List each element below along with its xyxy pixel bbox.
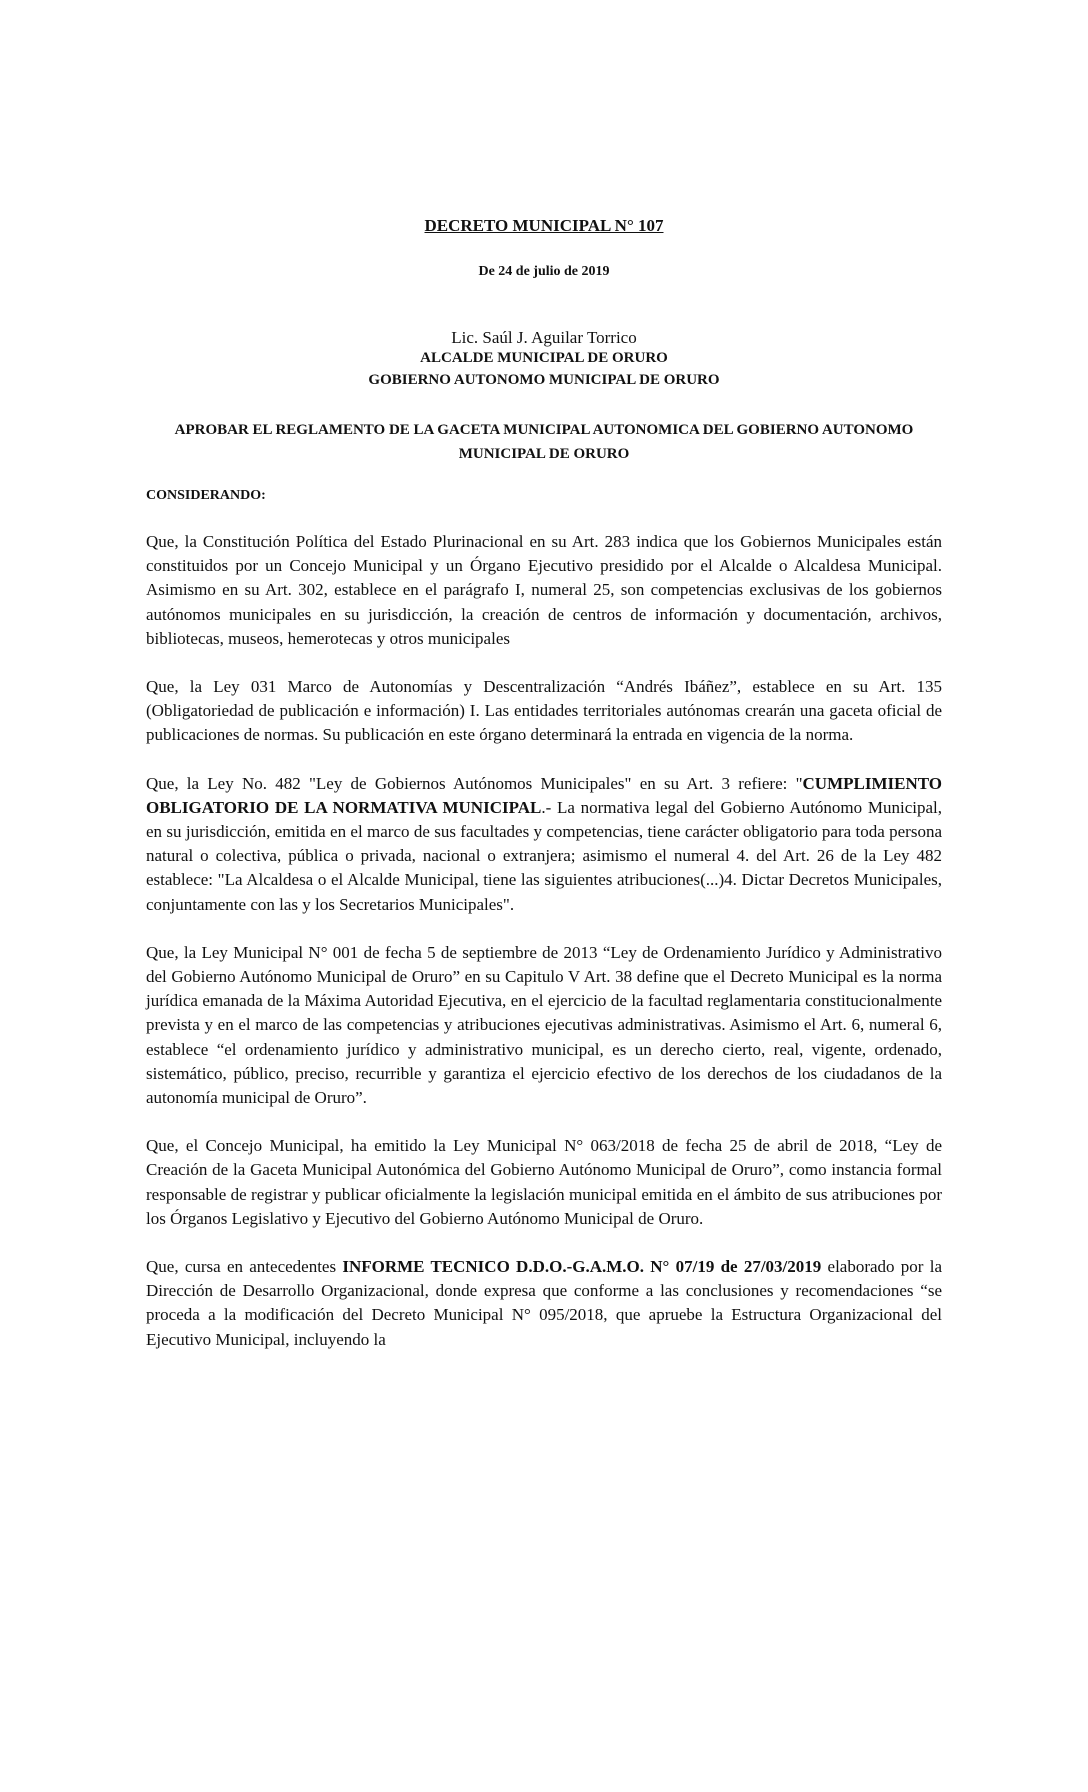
decree-date: De 24 de julio de 2019 — [478, 264, 610, 279]
paragraph-ley-municipal-001: Que, la Ley Municipal N° 001 de fecha 5 de septiembre de 2013 “Ley de Ordenamiento Jurídico y Administrativo del Gobierno Autónomo Municipal de Oruro” en su Capitulo V Art. 38 define que el Decreto Municipal es la norma jurídica emanada de la Máxima Autoridad Ejecutiva, en el ejercicio de la facultad reglamentaria constitucionalmente prevista y en el marco de las competencias y atribuciones ejecutivas administrativas. Asimismo el Art. 6, numeral 6, establece “el ordenamiento jurídico y administrativo municipal, es un derecho cierto, real, vigente, ordenado, sistemático, público, preciso, recurrible y garantiza el ejercicio efectivo de los derechos de los ciudadanos de la autonomía municipal de Oruro”. — [146, 942, 942, 1108]
decree-subject: APROBAR EL REGLAMENTO DE LA GACETA MUNICIPAL AUTONOMICA DEL GOBIERNO AUTONOMO MUNICIPAL DE ORURO — [174, 422, 914, 462]
paragraph-informe-intro: Que, cursa en antecedentes — [146, 1257, 343, 1277]
author-role: ALCALDE MUNICIPAL DE ORURO — [420, 350, 668, 366]
decree-title: DECRETO MUNICIPAL N° 107 — [424, 216, 664, 235]
paragraph-constitucion: Que, la Constitución Política del Estado Plurinacional en su Art. 283 indica que los Gobiernos Municipales están constituidos por un Concejo Municipal y un Órgano Ejecutivo presidido por el Alcalde o Alcaldesa Municipal. Asimismo en su Art. 302, establece en el parágrafo I, numeral 25, son competencias exclusivas de los gobiernos autónomos municipales en su jurisdicción, la creación de centros de información y documentación, archivos, bibliotecas, museos, hemerotecas y otros municipales — [146, 532, 942, 648]
paragraph-informe-reference: INFORME TECNICO D.D.O.-G.A.M.O. N° 07/19 de 27/03/2019 — [342, 1257, 822, 1277]
paragraph-informe-tecnico — [146, 1255, 942, 1352]
paragraph-informe-rest: elaborado por la Dirección de Desarrollo Organizacional, donde expresa que conforme a las conclusiones y recomendaciones “se proceda a la modificación del Decreto Municipal N° 095/2018, que apruebe la Estructura Organizacional del Ejecutivo Municipal, incluyendo la — [146, 1257, 942, 1349]
author-name: Lic. Saúl J. Aguilar Torrico — [451, 328, 637, 347]
paragraph-ley-municipal-063: Que, el Concejo Municipal, ha emitido la Ley Municipal N° 063/2018 de fecha 25 de abril de 2018, “Ley de Creación de la Gaceta Municipal Autonómica del Gobierno Autónomo Municipal de Oruro”, como instancia formal responsable de registrar y publicar oficialmente la legislación municipal emitida en el ámbito de sus atribuciones por los Órganos Legislativo y Ejecutivo del Gobierno Autónomo Municipal de Oruro. — [146, 1136, 942, 1228]
paragraph-ley-482-rest: .- La normativa legal del Gobierno Autónomo Municipal, en su jurisdicción, emitida en el marco de sus facultades y competencias, tiene carácter obligatorio para toda persona natural o colectiva, pública o privada, nacional o extranjera; asimismo el numeral 4. del Art. 26 de la Ley 482 establece: "La Alcaldesa o el Alcalde Municipal, tiene las siguientes atribuciones(...)4. Dictar Decretos Municipales, conjuntamente con las y los Secretarios Municipales". — [146, 797, 942, 914]
paragraph-ley-482-intro: Que, la Ley No. 482 "Ley de Gobiernos Autónomos Municipales" en su Art. 3 refiere: " — [146, 773, 803, 793]
paragraph-ley-031: Que, la Ley 031 Marco de Autonomías y Descentralización “Andrés Ibáñez”, establece en su Art. 135 (Obligatoriedad de publicación e información) I. Las entidades territoriales autónomas crearán una gaceta oficial de publicaciones de normas. Su publicación en este órgano determinará la entrada en vigencia de la norma. — [146, 677, 942, 745]
paragraph-ley-482 — [146, 772, 942, 917]
considerando-heading: CONSIDERANDO: — [146, 488, 266, 503]
author-government: GOBIERNO AUTONOMO MUNICIPAL DE ORURO — [368, 372, 720, 388]
considerando-body — [146, 530, 942, 1376]
paragraph-ley-482-heading: CUMPLIMIENTO OBLIGATORIO DE LA NORMATIVA MUNICIPAL — [146, 773, 942, 817]
